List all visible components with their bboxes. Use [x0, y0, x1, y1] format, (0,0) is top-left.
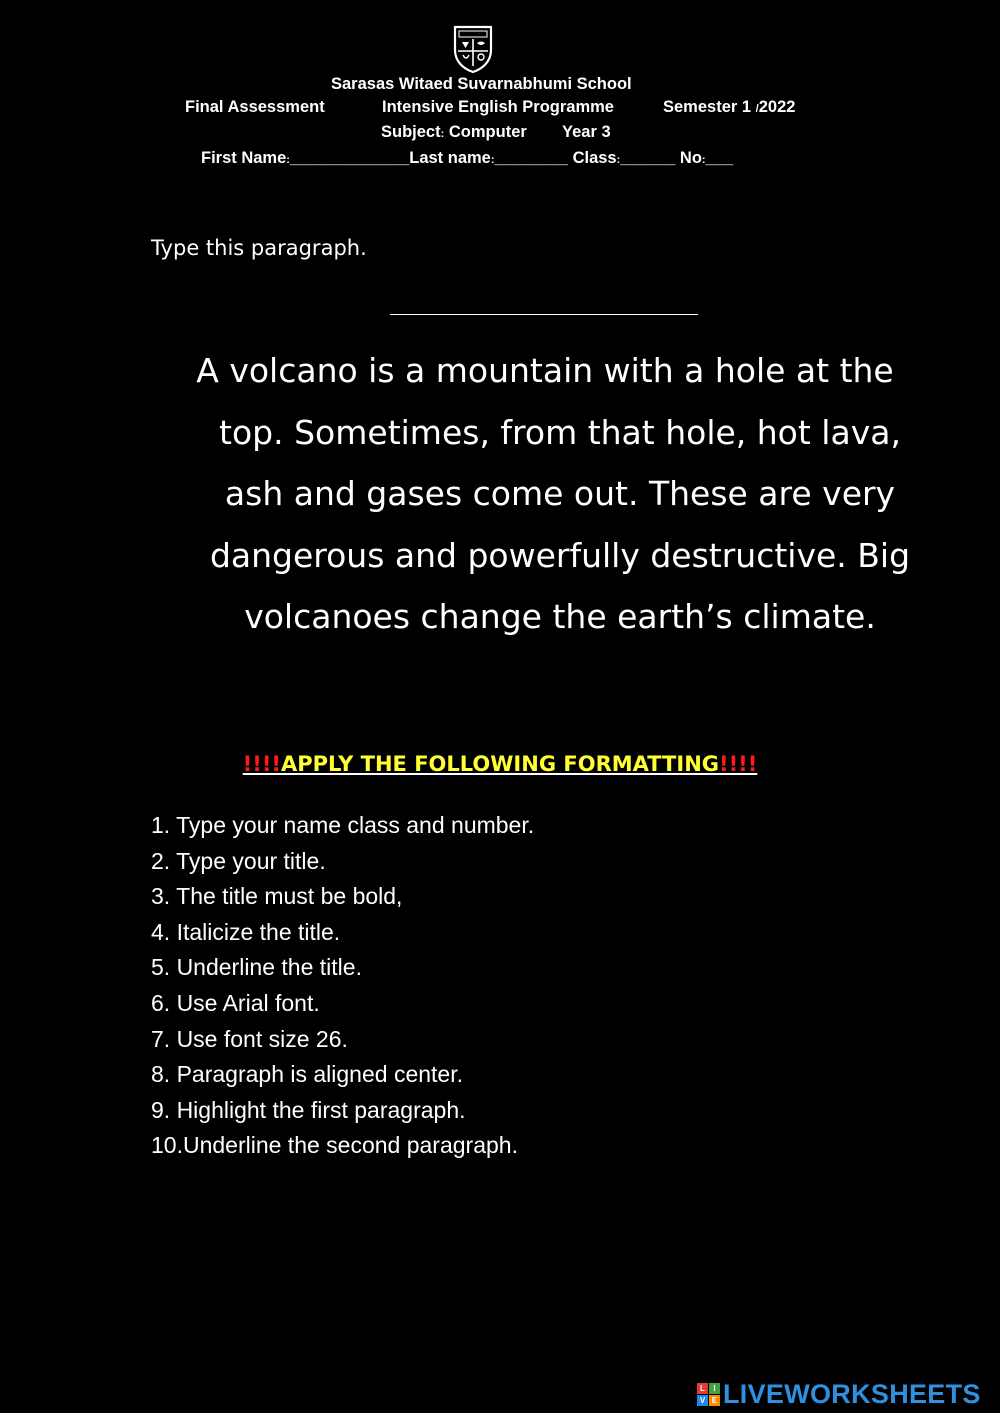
- paragraph-line: dangerous and powerfully destructive. Big: [209, 535, 911, 575]
- formatting-heading: [0, 752, 1000, 776]
- list-item: 8. Paragraph is aligned center.: [151, 1061, 463, 1088]
- liveworksheets-logo-icon: L I V E: [697, 1383, 720, 1406]
- formatting-steps-list: [151, 808, 534, 1164]
- list-item: 1. Type your name class and number.: [151, 812, 535, 838]
- paragraph-line: top. Sometimes, from that hole, hot lava,: [219, 412, 901, 452]
- list-item: 10.Underline the second paragraph.: [151, 1132, 518, 1159]
- student-info-line: First Name:_____________Last name:________ Class:______ No:___: [201, 149, 734, 167]
- school-crest-icon: [452, 24, 494, 74]
- title-divider: [390, 314, 698, 315]
- paragraph-line: A volcano is a mountain with a hole at the: [196, 351, 894, 390]
- list-item: 2. Type your title.: [151, 847, 326, 874]
- semester-label: Semester 1 /2022: [663, 98, 796, 116]
- brand-name: LIVEWORKSHEETS: [723, 1378, 981, 1409]
- paragraph-line: volcanoes change the earth’s climate.: [244, 597, 876, 636]
- list-item: 9. Highlight the first paragraph.: [151, 1096, 466, 1123]
- year-label: Year 3: [562, 123, 611, 141]
- list-item: 3. The title must be bold,: [151, 883, 403, 910]
- list-item: 5. Underline the title.: [151, 954, 362, 981]
- heading-prefix: !!!!: [242, 752, 281, 776]
- list-item: 6. Use Arial font.: [151, 989, 320, 1016]
- school-name: Sarasas Witaed Suvarnabhumi School: [331, 75, 632, 93]
- subject-label: Subject: Computer: [381, 123, 527, 141]
- paragraph-line: ash and gases come out. These are very: [224, 474, 896, 513]
- list-item: 7. Use font size 26.: [151, 1025, 348, 1052]
- heading-suffix: !!!!: [719, 752, 758, 776]
- list-item: 4. Italicize the title.: [151, 918, 341, 945]
- instruction-text: Type this paragraph.: [151, 236, 367, 260]
- programme-label: Intensive English Programme: [382, 98, 614, 116]
- volcano-paragraph: [150, 340, 950, 648]
- liveworksheets-logo: [697, 1378, 981, 1410]
- assessment-label: Final Assessment: [185, 98, 325, 116]
- heading-text: APPLY THE FOLLOWING FORMATTING: [280, 752, 720, 776]
